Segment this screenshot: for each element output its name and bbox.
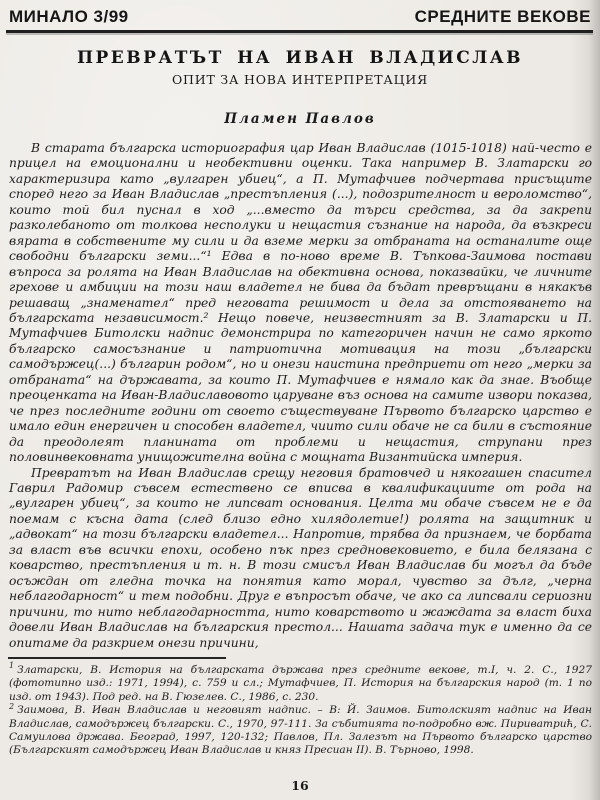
article-body — [9, 141, 592, 651]
author-name: Пламен Павлов — [224, 111, 376, 127]
footnote-1-text: Златарски, В. История на българската държава през средните векове, т.I, ч. 2. С., 1927 (фототипно изд.: 1971, 1994), с. 759 и сл.; Мутафчиев, П. История на българския народ (т. 1 по изд. от 1943). Под ред. на В. Гюзелев. С., 1986, с. 230. — [9, 663, 592, 703]
footnote-2 — [9, 701, 592, 758]
article-title: ПРЕВРАТЪТ НА ИВАН ВЛАДИСЛАВ — [76, 48, 524, 68]
header-rule — [6, 30, 593, 33]
footnote-2-text: Заимова, В. Иван Владислав и неговият надпис. – В: Й. Заимов. Битолският надпис на Иван Владислав, самодържец български. С., 1970, 97-111. За събитията по-подробно вж. Пириватрић, С. Самуилова држава. Београд, 1997, 120-132; Павлов, Пл. Залезът на Първото българско царство (Българският самодържец Иван Владислав и княз Пресиан II). В. Търново, 1998. — [9, 704, 592, 757]
running-head — [0, 0, 600, 27]
footnotes-block — [9, 661, 592, 758]
page-number: 16 — [291, 778, 309, 793]
footnote-1-marker: 1 — [9, 661, 15, 671]
footnote-1 — [9, 661, 592, 704]
journal-name-issue: МИНАЛО 3/99 — [9, 7, 129, 26]
body-paragraph-1: В старата българска историография цар Иван Владислав (1015-1018) най-често е прицел на емоционални и необективни оценки. Така например В. Златарски го характеризира като „вулгарен убиец“, а П. Мутафчиев подчертава присъщите според него за Иван Владислав „престъпления (...), подозрителност и вероломство“, които той бил пуснал в ход „...вместо да търси средства, за да закрепи разколебаното от толкова несполуки и нещастия съзнание на народа, да възкреси вярата в собствените му сили и да вземе мерки за отбраната на останалите още свободни български земи...“¹ Едва в по-ново време В. Тъпкова-Заимова постави въпроса за ролята на Иван Владислав на обективна основа, показвайки, че личните грехове и амбиции на този наш владетел не бива да бъдат превръщани в някакъв решаващ „знаменател“ пред неговата решимост и дела за отстояването на българската независимост.² Нещо повече, неизвестният за В. Златарски и П. Мутафчиев Битолски надпис демонстрира по категоричен начин не само яркото българско самосъзнание и патриотична мотивация на този „български самодържец(...) българин родом“, но и онези наистина предприети от него „мерки за отбраната“ на държавата, за които П. Мутафчиев е нямало как да знае. Въобще преоценката на Иван-Владиславовото царуване въз основа на самите извори показва, че през последните години от своето съществуване Първото българско царство е имало един енергичен и способен владетел, чиито сили обаче не са били в състояние да преодолеят планината от проблеми и нещастия, струпани през половинвековната унищожителна война с мощната Византийска империя. — [9, 141, 592, 465]
article-subtitle: ОПИТ ЗА НОВА ИНТЕРПРЕТАЦИЯ — [172, 72, 428, 87]
footnote-2-marker: 2 — [9, 701, 15, 711]
body-paragraph-2: Превратът на Иван Владислав срещу неговия братовчед и някогашен спасител Гаврил Радомир съвсем естествено се вписва в квалификациите от рода на „вулгарен убиец“, за които не липсват основания. Целта ми обаче съвсем не е да поемам с късна дата (след близо едно хилядолетие!) ролята на защитник и „адвокат“ на този български владетел... Напротив, трябва да признаем, че борбата за власт във всички епохи, особено пък през средновековието, е била белязана с коварство, престъпления и т. н. В този смисъл Иван Владислав би могъл да бъде осъждан от гледна точка на понятия като морал, чувство за дълг, „черна неблагодарност“ и тем подобни. Друг е въпросът обаче, че ако са липсвали сериозни причини, то нито неблагодарността, нито коварството и жаждата за власт биха довели Иван Владислав на българския престол... Нашата задача тук е именно да се опитаме да разкрием онези причини, — [9, 465, 592, 650]
footnote-separator — [8, 657, 226, 659]
journal-section: СРЕДНИТЕ ВЕКОВЕ — [414, 7, 591, 26]
title-block — [0, 48, 600, 127]
